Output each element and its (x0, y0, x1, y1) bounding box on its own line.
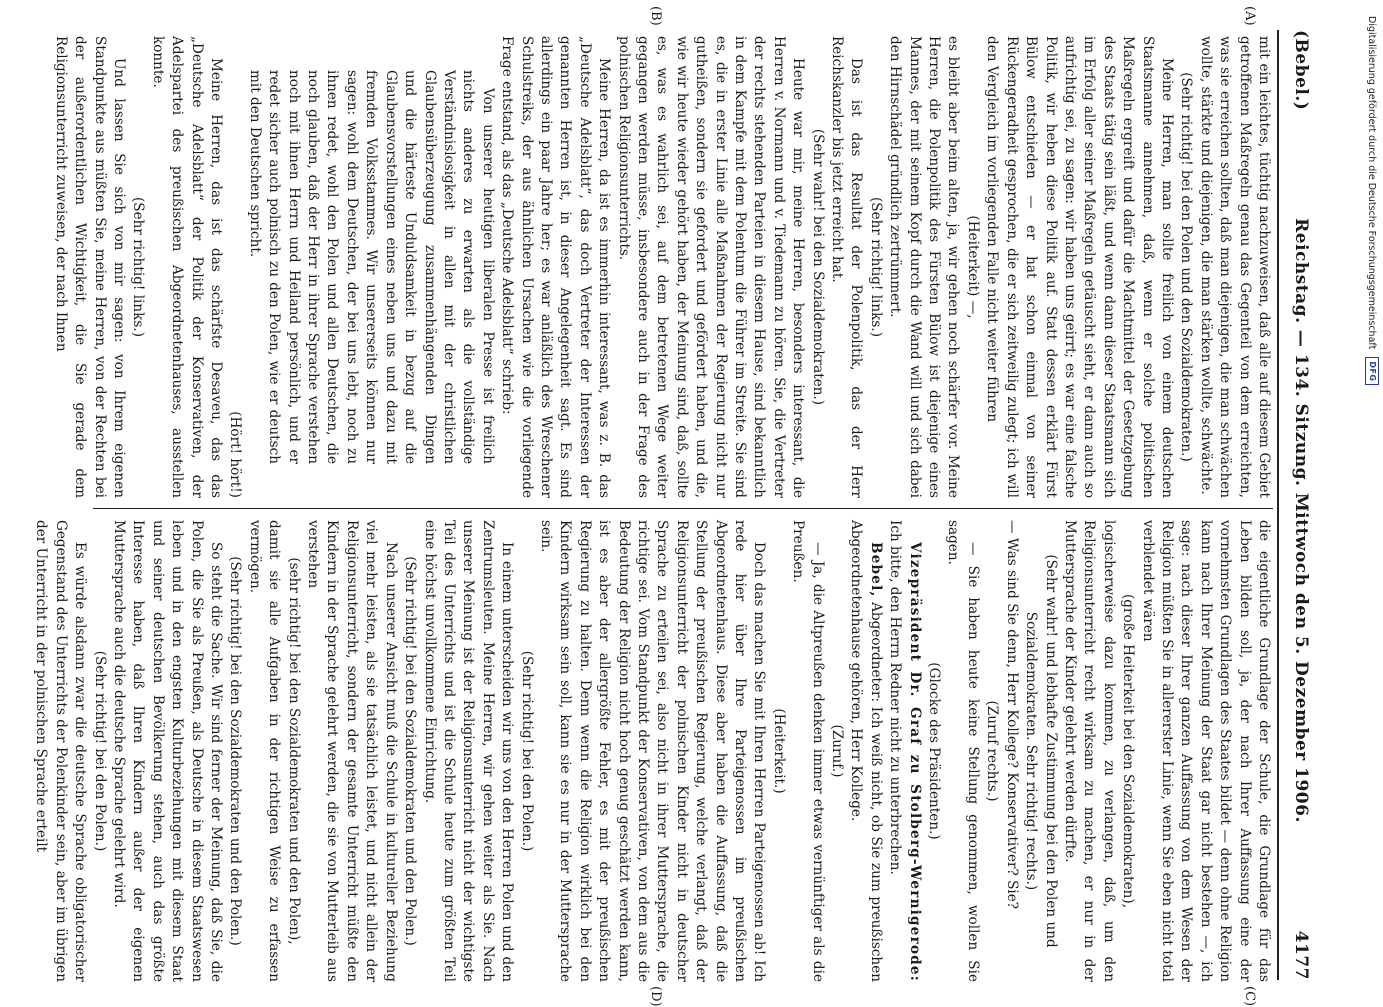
speaker-name: Vizepräsident Dr. Graf zu Stolberg-Wernigerode: (906, 542, 923, 982)
paragraph: — Sie haben heute keine Stellung genommen, wollen Sie sagen. (945, 520, 981, 982)
interjection: (sehr richtig! bei den Sozialdemokraten und den Polen), (285, 557, 302, 945)
paragraph: mit ein leichtes, tüchtig nachzuweisen, daß alle auf diesem Gebiet getroffenen Maßregeln genau das Gegenteil von dem erreichten, was sie erreichen sollten, daß man diejenigen, die man schwächen wollte, stärkte und diejenigen, die man stärken wollte, schwächte. (1197, 36, 1272, 498)
interjection: (Sehr richtig! bei den Polen.) (91, 650, 108, 852)
newspaper-page (29, 0, 1329, 1007)
margin-marker-c: (C) (1242, 986, 1257, 1007)
interjection: (Sehr wahr! und lebhafte Zustimmung bei den Polen und Sozialdemokraten. Sehr richtig! rechts.) (1023, 554, 1059, 948)
paragraph: So steht die Sache. Wir sind ferner der Meinung, daß Sie, die Polen, die Sie als Preußen, als Deutsche in diesem Staatswesen leben und in den engsten Kulturbeziehungen mit diesem Staat und seiner deutschen Bevölkerung stehen, auch das größte Interesse haben, daß Ihren Kindern außer der eigenen Muttersprache auch die deutsche Sprache gelehrt wird. (111, 520, 225, 982)
right-column (33, 520, 1273, 982)
dfg-logo: DFG (1365, 357, 1379, 385)
paragraph: Meine Herren, da ist es immerhin interessant, was z. B. das „Deutsche Adelsblatt“, das doch Vertreter der Interessen der genannten Herren ist, in dieser Angelegenheit sagt. Es sind allerdings ein paar Jahre her; es war anläßlich des Wreschener Schulstreiks, der aus ähnlichen Ursachen wie die vorliegende Frage entstand, als das „Deutsche Adelsblatt“ schrieb: (499, 36, 613, 498)
paragraph (846, 520, 885, 982)
paragraph: Nach unserer Ansicht muß die Schule in kultureller Beziehung viel mehr leisten, als sie tatsächlich leistet, und nicht allein der Religionsunterricht, sondern der gesamte Unterricht müßte den Kindern in der Sprache gelehrt werden, die sie von Mutterleib aus verstehen (305, 520, 399, 982)
interjection: (Heiterkeit.) (770, 708, 787, 794)
paragraph: In einem unterscheiden wir uns von den Herren Polen und den Zentrumsleuten. Meine Herren, wir gehen weiter als Sie. Nach unserer Meinung ist der Religionsunterricht nicht der wichtigste Teil des Unterrichts und ist die Schule heute zum größten Teil eine höchst unvollkommene Einrichtung. (421, 520, 516, 982)
interjection: (Glocke des Präsidenten.) (926, 662, 943, 840)
interjection: (Heiterkeit) —, (964, 215, 981, 319)
speaker-name: Bebel, (867, 542, 884, 598)
interjection: (Hört! hört!) (227, 411, 244, 498)
interjection: — Was sind Sie denn, Herr Kollege? Konservativer? Sie? (1003, 520, 1020, 910)
column-divider (93, 508, 1273, 509)
interjection: (Sehr wahr! bei den Sozialdemokraten.) (809, 128, 826, 406)
page-header (1281, 30, 1321, 980)
interjection: (Zuruf.) (829, 724, 846, 778)
digitization-note (1361, 0, 1383, 1000)
interjection: (Sehr richtig! links.) (130, 196, 147, 338)
speech-text: Abgeordneter: Ich weiß nicht, ob Sie zum preußischen Abgeordnetenhause gehören, Herr Kollege. (848, 520, 884, 982)
paragraph: Es würde alsdann zwar die deutsche Sprache obligatorischer Gegenstand des Unterrichts der Polenkinder sein, aber im übrigen der Unterricht in der polnischen Sprache erteilt (33, 520, 89, 982)
paragraph: Meine Herren, das ist das schärfste Desaveu, das das „Deutsche Adelsblatt“ der Politik der Konservativen, der Adelspartei des preußischen Abgeordnetenhauses, ausstellen konnte. (149, 36, 225, 498)
margin-marker-d: (D) (648, 986, 663, 1007)
interjection: (Sehr richtig! bei den Sozialdemokraten und den Polen.) (227, 556, 244, 946)
interjection: (Sehr richtig! bei den Sozialdemokraten und den Polen.) (402, 556, 419, 946)
paragraph: Und lassen Sie sich von mir sagen: von Ihrem eigenen Standpunkte aus müßten Sie, meine Herren, von der Rechten bei der außerordentlichen Wichtigkeit, die Sie gerade dem Religionsunterricht zuweisen, der nach Ihnen (52, 36, 128, 498)
header-rule (1277, 30, 1279, 980)
page-number: 4177 (1291, 930, 1311, 980)
margin-marker-b: (B) (648, 6, 663, 26)
digitization-text: Digitalisierung gefördert durch die Deutsche Forschungsgemeinschaft (1366, 16, 1378, 350)
speech-text: Ich bitte, den Herrn Redner nicht zu unterbrechen. (887, 520, 904, 875)
paragraph: es bleibt aber beim alten, ja, wir gehen noch schärfer vor. Meine Herren, die Polenpolitik des Fürsten Bülow ist diejenige eines Mannes, der mit seinem Kopf durch die Wand will und sich dabei den Hirnschädel gründlich zertrümmert. (887, 36, 962, 498)
paragraph: — Ja, die Altpreußen denken immer etwas vernünftiger als die Preußen. (790, 520, 826, 982)
interjection: (Sehr richtig! bei den Polen.) (518, 650, 535, 852)
paragraph (885, 520, 924, 982)
paragraph: die eigentliche Grundlage der Schule, die Grundlage für das Leben bilden soll, ja, der nach Ihrer Auffassung eine der vornehmsten Grundlagen des Staates bildet — denn ohne Religion kann nach Ihrer Meinung der Staat gar nicht bestehen —, ich sage: nach dieser Ihrer ganzen Auffassung von dem Wesen der Religion müßten Sie in allererster Linie, wenn Sie eben nicht total verblendet wären (1139, 520, 1272, 982)
paragraph: damit sie alle Aufgaben in der richtigen Weise zu erfassen vermögen. (246, 520, 283, 982)
paragraph: Meine Herren, man sollte freilich von einem deutschen Staatsmanne annehmen, daß, wenn er solche politischen Maßregeln ergreift und dafür die Machtmittel der Gesetzgebung des Staats tätig sein läßt, und wenn dann dieser Staatsmann sich im Erfolg aller seiner Maßregeln getäuscht sieht, er dann auch so aufrichtig sei, zu sagen: wir haben uns geirrt; es war eine falsche Politik, wir heben diese Politik auf. Statt dessen erklärt Fürst Bülow entschieden — er hat schon einmal von seiner Rückengeradheit gesprochen, die er sich zeitweilig zulegt; ich will den Vergleich im vorliegenden Falle nicht weiter führen (984, 36, 1175, 498)
paragraph: Das ist das Resultat der Polenpolitik, das der Herr Reichskanzler bis jetzt erreicht hat. (829, 36, 865, 498)
header-title: Reichstag. — 134. Sitzung. Mittwoch den 5. Dezember 1906. (1291, 218, 1311, 823)
left-column (52, 36, 1273, 498)
interjection: (Zuruf rechts.) (984, 700, 1001, 802)
paragraph: Doch das machen Sie mit Ihren Herren Parteigenossen ab! Ich rede hier über Ihre Parteigenossen im preußischen Abgeordnetenhaus. Diese aber haben die Auffassung, daß die Stellung der preußischen Regierung, welche verlangt, daß der Religionsunterricht der polnischen Kinder nicht in deutscher Sprache zu erteilen sei, also nicht in ihrer Muttersprache, die richtige sei. Vom Standpunkt der Konservativen, von dem aus die Bedeutung der Religion nicht hoch genug geschätzt werden kann, ist es aber der allergrößte Fehler, es mit der preußischen Regierung zu halten. Denn wenn die Religion wirklich bei den Kindern wirksam sein soll, kann sie es nur in der Muttersprache sein. (537, 520, 768, 982)
header-speaker: (Bebel.) (1291, 30, 1311, 111)
quotation: Von unserer heutigen liberalen Presse ist freilich nichts anderes zu erwarten als die vollständige Verständnislosigkeit in allen mit der christlichen Glaubensüberzeugung zusammenhängenden Dingen und die härteste Unduldsamkeit in bezug auf die Glaubensvorstellungen eines neben uns und dazu mit fremden Volksstammes. Wir unsererseits können nur sagen: wohl dem Deutschen, der bei uns lebt, noch zu ihnen redet, wohl den Polen und allen Deutschen, die noch glauben, daß der Herr in ihrer Sprache verstehen noch mit ihnen Herrn und Heiland persönlich, und er redet sicher auch polnisch zu den Polen, wie er deutsch mit den Deutschen spricht. (246, 70, 496, 464)
paragraph: logischerweise dazu kommen, zu verlangen, daß, um den Religionsunterricht recht wirksam zu machen, er nur in der Muttersprache der Kinder gelehrt werden dürfte. (1061, 520, 1117, 982)
interjection: (große Heiterkeit bei den Sozialdemokraten), (1120, 593, 1137, 909)
interjection: (Sehr richtig! bei den Polen und den Sozialdemokraten.) (1178, 72, 1195, 462)
paragraph: Heute war mir, meine Herren, besonders interessant, die Herren v. Normann und v. Tiedemann zu hören. Sie, die Vertreter der rechts stehenden Parteien in diesem Hause, sind bekanntlich in dem Kampfe mit dem Polentum die Führer im Streite. Sie sind es, die in erster Linie alle Maßnahmen der Regierung nicht nur gutheißen, sondern sie gefordert und gefördert haben, und die, wie wir heute wieder gehört haben, der Meinung sind, daß, sollte es, was es wahrlich sei, auf dem betretenen Wege weiter gegangen werden müsse, insbesondere auch in der Frage des polnischen Religionsunterrichts. (615, 36, 807, 498)
margin-marker-a: (A) (1242, 6, 1257, 26)
interjection: (Sehr richtig! links.) (867, 196, 884, 338)
